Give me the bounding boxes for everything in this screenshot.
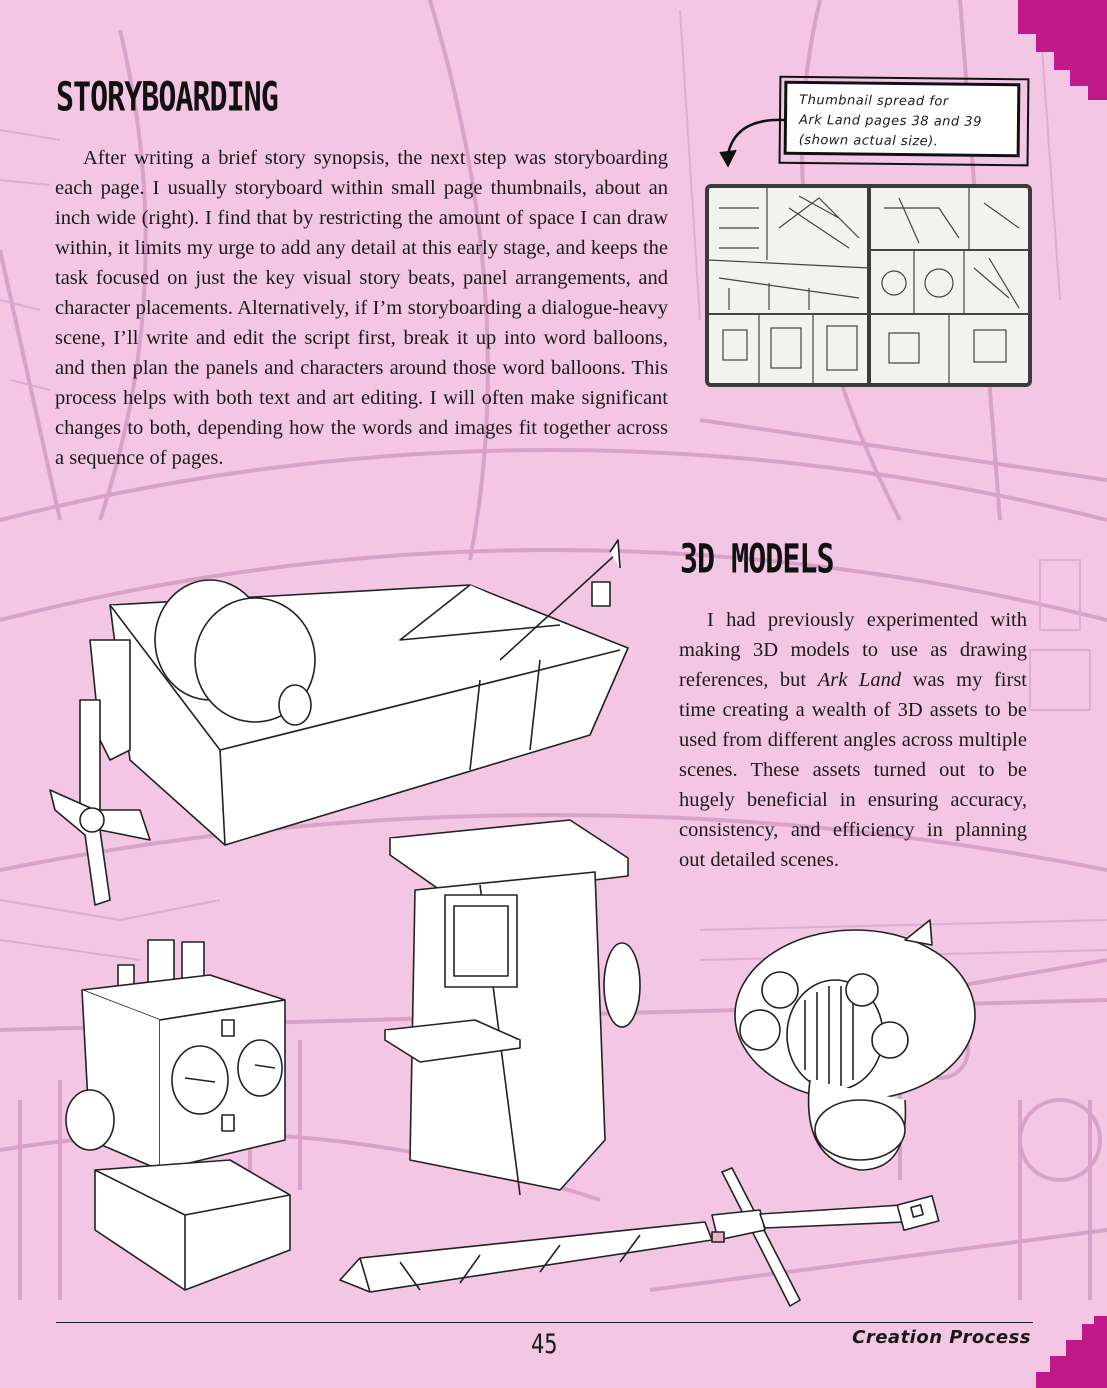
- ark-land-title: Ark Land: [817, 669, 902, 691]
- 3d-model-illustrations: [0, 530, 1107, 1320]
- footer-rule: [56, 1322, 1033, 1323]
- models-paragraph-end: was my first time creating a wealth of 3D assets to be used from different angles across multiple scenes. These assets turned out to be hugely beneficial in ensuring accuracy, consistency, and efficiency in planning out detailed scenes.: [679, 669, 1028, 871]
- corner-pixel-decoration: [1018, 0, 1107, 100]
- helmet-model: [735, 920, 975, 1170]
- sword-model: [340, 1168, 939, 1306]
- models-paragraph-start: I had previously experimented with making 3D models to use as drawing references, but: [679, 609, 1027, 691]
- thumbnail-spread-image: [705, 184, 1032, 387]
- footer-section-name: Creation Process: [852, 1327, 1031, 1348]
- page-number: 45: [531, 1330, 558, 1360]
- robot-head-model: [66, 940, 290, 1290]
- models-heading: 3D MODELS: [680, 536, 834, 584]
- caption-line: Thumbnail spread for: [799, 92, 949, 110]
- caption-line: Ark Land pages 38 and 39: [798, 112, 982, 130]
- storyboarding-paragraph: After writing a brief story synopsis, the next step was storyboarding each page. I usually storyboard within small page thumbnails, about an inch wide (right). I find that by restricting the amount of space I can draw within, it limits my urge to add any detail at this early stage, and keeps the task focused on just the key visual story beats, panel arrangements, and character placements. Alternatively, if I’m storyboarding a dialogue-heavy scene, I’ll write and edit the script first, break it up into word balloons, and then plan the panels and characters around those word balloons. This process helps with both text and art editing. I will often make significant changes to both, depending how the words and images fit together across a sequence of pages.: [55, 147, 668, 469]
- caption-line: (shown actual size).: [798, 132, 939, 150]
- cabinet-model: [385, 820, 640, 1195]
- thumbnail-caption: [784, 81, 1021, 157]
- storyboarding-heading: STORYBOARDING: [56, 74, 278, 122]
- arrow-icon: [716, 114, 788, 170]
- corner-pixel-decoration: [1036, 1316, 1107, 1388]
